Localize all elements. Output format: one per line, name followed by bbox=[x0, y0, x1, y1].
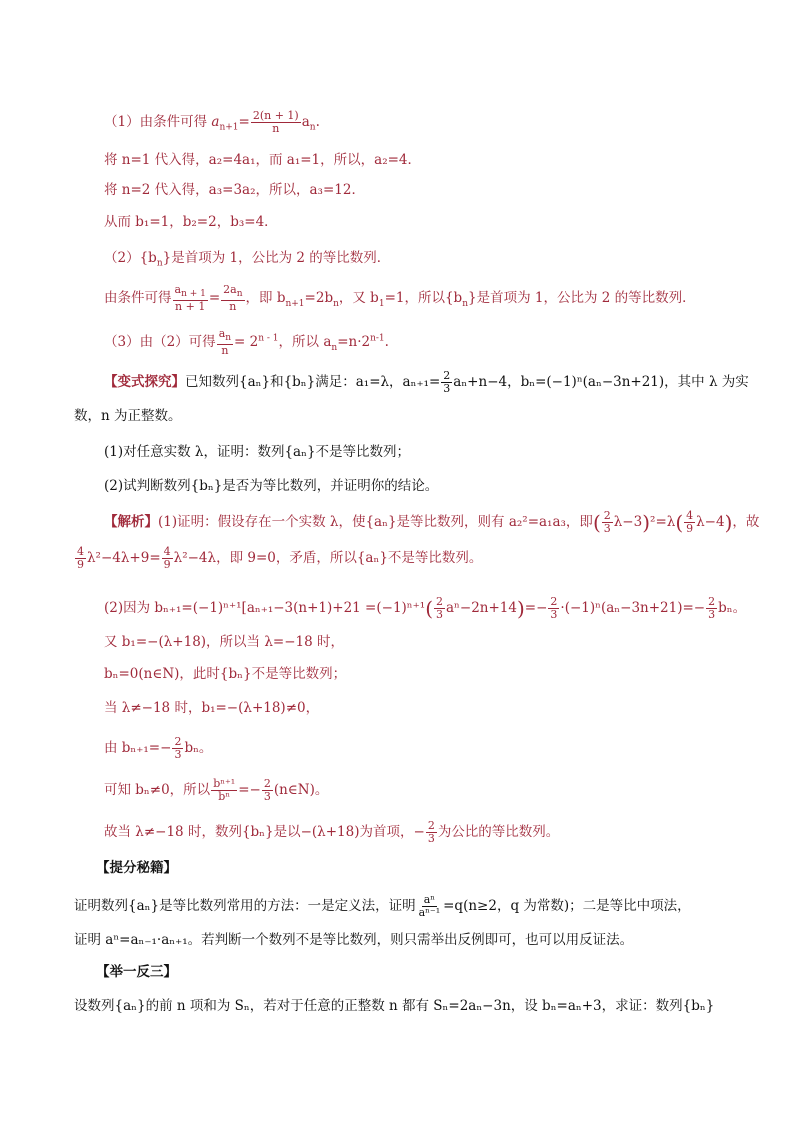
sol-l3-frac3 bbox=[706, 596, 717, 621]
sol-l2-frac1-den: 9 bbox=[77, 558, 84, 571]
sol-l3-frac2 bbox=[548, 596, 559, 621]
s2-l2-c: =2b bbox=[304, 290, 334, 307]
tips-frac-den: aⁿ⁻¹ bbox=[418, 906, 441, 919]
s1-frac-num: 2(n + 1) bbox=[252, 109, 299, 122]
sol-l8-frac2 bbox=[262, 778, 273, 803]
solution-l7-a: 由 bₙ₊₁=− bbox=[104, 740, 172, 756]
solution-l9-b: 为公比的等比数列。 bbox=[437, 824, 560, 840]
paren-close-2: ) bbox=[724, 510, 733, 535]
sol-l3-frac1 bbox=[434, 596, 445, 621]
s3-line bbox=[104, 328, 389, 358]
sol-l1-frac1-num: 2 bbox=[603, 509, 611, 522]
s2-frac1-den: n + 1 bbox=[175, 300, 206, 314]
s2-frac1-num-sub: n + 1 bbox=[181, 289, 206, 300]
variant-l1-b: aₙ+n−4，bₙ=(−1)ⁿ(aₙ−3n+21)，其中 λ 为实 bbox=[453, 374, 749, 390]
sol-l8-frac2-den: 3 bbox=[263, 790, 271, 803]
s1-label: （1）由条件可得 bbox=[104, 114, 208, 130]
solution-l3-b: aⁿ−2n+14 bbox=[446, 600, 517, 616]
s3-fraction bbox=[217, 328, 233, 357]
variant-frac-den: 3 bbox=[443, 382, 451, 395]
solution-l1-a: (1)证明：假设存在一个实数 λ，使{aₙ}是等比数列，则有 a₂²=a₁a₃，即 bbox=[158, 514, 593, 530]
variant-line-1 bbox=[104, 370, 749, 395]
sol-l8-frac1 bbox=[211, 778, 237, 803]
tips-line-1 bbox=[74, 894, 691, 919]
variant-line-2: 数，n 为正整数。 bbox=[74, 408, 182, 424]
solution-line-4: 又 b₁=−(λ+18)，所以当 λ=−18 时， bbox=[104, 634, 344, 650]
solution-l7-b: bₙ。 bbox=[184, 740, 213, 756]
variant-fraction bbox=[441, 370, 452, 395]
sol-l3-frac2-den: 3 bbox=[550, 608, 558, 621]
sol-l3-frac1-den: 3 bbox=[436, 608, 443, 621]
s2-l2-e: =1，所以{b bbox=[384, 290, 463, 307]
sol-l8-frac1-den: bⁿ bbox=[218, 790, 231, 803]
paren-open-2: ( bbox=[675, 510, 684, 535]
s2-l1-a: （2）{b bbox=[104, 250, 157, 266]
s3-c-sub: n bbox=[331, 342, 338, 353]
solution-l3-c: =− bbox=[524, 600, 548, 616]
solution-line-9 bbox=[104, 820, 559, 845]
s2-l2-e-sub: n bbox=[462, 298, 468, 309]
s3-c: ，所以 a bbox=[278, 334, 332, 351]
sol-l9-frac-den: 3 bbox=[427, 832, 435, 845]
paren-open: ( bbox=[592, 510, 601, 535]
sol-l1-frac2 bbox=[684, 510, 695, 535]
paren-close-3: ) bbox=[516, 596, 525, 621]
sol-l9-frac bbox=[426, 820, 437, 845]
solution-line-5: bₙ=0(n∈N)，此时{bₙ}不是等比数列； bbox=[104, 666, 347, 682]
solution-l8-b: =− bbox=[238, 782, 261, 798]
variant-q1: (1)对任意实数 λ，证明：数列{aₙ}不是等比数列； bbox=[104, 444, 411, 460]
practice-heading: 【举一反三】 bbox=[96, 964, 177, 980]
s3-b: = 2 bbox=[234, 334, 259, 351]
solution-l3-e: bₙ。 bbox=[718, 600, 747, 616]
s1-line-4: 从而 b₁=1，b₂=2，b₃=4． bbox=[104, 214, 278, 230]
sol-l1-frac1-den: 3 bbox=[603, 522, 611, 535]
s2-l2-d: ，又 b bbox=[338, 290, 379, 307]
sol-l8-frac2-num: 2 bbox=[263, 777, 271, 790]
solution-line-7 bbox=[104, 736, 212, 761]
tips-l1-a: 证明数列{aₙ}是等比数列常用的方法：一是定义法，证明 bbox=[74, 898, 416, 914]
s3-a: （3）由（2）可得 bbox=[104, 334, 216, 351]
s2-l1-b: }是首项为 1，公比为 2 的等比数列． bbox=[162, 250, 391, 266]
sol-l1-frac2-den: 9 bbox=[686, 522, 694, 535]
paren-open-3: ( bbox=[425, 596, 433, 621]
tips-fraction bbox=[417, 894, 443, 919]
sol-l2-frac2-den: 9 bbox=[163, 558, 171, 571]
variant-l1: 已知数列{aₙ}和{bₙ}满足：a₁=λ，aₙ₊₁= bbox=[185, 374, 441, 390]
s3-frac-num-base: a bbox=[218, 327, 226, 340]
s1-end: . bbox=[315, 114, 320, 130]
solution-line-2 bbox=[74, 546, 482, 571]
s1-rhs-sub: n bbox=[309, 122, 316, 133]
solution-l1-d: λ−4 bbox=[696, 514, 725, 530]
s3-e: . bbox=[384, 334, 389, 351]
s2-frac2-num bbox=[221, 284, 244, 301]
sol-l3-frac3-den: 3 bbox=[708, 608, 716, 621]
solution-line-3 bbox=[104, 596, 746, 621]
solution-l1-c: ²=λ bbox=[650, 514, 676, 530]
s3-d-sup: n-1 bbox=[370, 333, 385, 344]
sol-l3-frac3-num: 2 bbox=[708, 595, 716, 608]
sol-l7-frac-num: 2 bbox=[174, 735, 182, 748]
tips-line-2: 证明 aⁿ=aₙ₋₁·aₙ₊₁。若判断一个数列不是等比数列，则只需举出反例即可，也可以用反证法。 bbox=[74, 932, 634, 948]
sol-l7-frac bbox=[172, 736, 183, 761]
s2-l2-a: 由条件可得 bbox=[104, 290, 172, 307]
sol-l7-frac-den: 3 bbox=[174, 748, 182, 761]
tips-l1-b: =q(n≥2，q 为常数)；二是等比中项法， bbox=[443, 898, 691, 914]
sol-l2-frac1-num: 4 bbox=[77, 545, 84, 558]
s2-frac1-num-base: a bbox=[174, 283, 182, 296]
s1-line-3: 将 n=2 代入得，a₃=3a₂，所以，a₃=12． bbox=[104, 182, 365, 198]
s3-frac-den: n bbox=[221, 344, 229, 358]
solution-tag: 【解析】 bbox=[104, 514, 158, 530]
s1-fraction bbox=[251, 110, 301, 135]
solution-l8-c: (n∈N)。 bbox=[273, 782, 329, 798]
s2-l1-sub: n bbox=[156, 258, 163, 269]
s1-lhs: a bbox=[211, 114, 220, 130]
s2-fraction-1 bbox=[173, 284, 208, 313]
s2-l2-c-sub: n bbox=[333, 298, 339, 309]
s3-b-sup: n - 1 bbox=[258, 333, 279, 344]
s2-frac1-num bbox=[173, 284, 208, 301]
variant-frac-num: 2 bbox=[443, 369, 451, 382]
sol-l3-frac1-num: 2 bbox=[436, 595, 443, 608]
variant-tag: 【变式探究】 bbox=[104, 374, 185, 390]
s2-l2-d-sub: 1 bbox=[378, 298, 385, 309]
s3-frac-num-sub: n bbox=[225, 333, 232, 344]
solution-l9-a: 故当 λ≠−18 时，数列{bₙ}是以−(λ+18)为首项，− bbox=[104, 824, 425, 840]
solution-l8-a: 可知 bₙ≠0，所以 bbox=[104, 782, 211, 798]
s1-rhs: a bbox=[301, 114, 310, 130]
s2-frac2-num-base: 2a bbox=[223, 283, 237, 296]
solution-l3-a: (2)因为 bₙ₊₁=(−1)ⁿ⁺¹[aₙ₊₁−3(n+1)+21 =(−1)ⁿ⁺¹ bbox=[104, 600, 426, 616]
s2-frac2-num-sub: n bbox=[236, 289, 243, 300]
s1-eq: = bbox=[238, 114, 250, 130]
solution-l3-d: ·(−1)ⁿ(aₙ−3n+21)=− bbox=[560, 600, 706, 616]
s2-eq: = bbox=[208, 290, 221, 307]
sol-l2-frac2-num: 4 bbox=[163, 545, 171, 558]
solution-l2-b: λ²−4λ，即 9=0，矛盾，所以{aₙ}不是等比数列。 bbox=[173, 550, 483, 566]
s2-l2-b-sub: n+1 bbox=[285, 298, 305, 309]
paren-close: ) bbox=[642, 510, 651, 535]
s2-line-1 bbox=[104, 248, 390, 274]
sol-l8-frac1-num: bⁿ⁺¹ bbox=[213, 777, 236, 790]
practice-line-1: 设数列{aₙ}的前 n 项和为 Sₙ，若对于任意的正整数 n 都有 Sₙ=2aₙ−3n，设 bₙ=aₙ+3，求证：数列{bₙ} bbox=[74, 998, 715, 1014]
s2-line-2 bbox=[104, 284, 696, 314]
solution-l1-b: λ−3 bbox=[613, 514, 643, 530]
s2-frac2-den: n bbox=[229, 300, 237, 314]
solution-l2-a: λ²−4λ+9= bbox=[87, 550, 161, 566]
s3-frac-num bbox=[217, 328, 233, 345]
solution-l1-e: ，故 bbox=[732, 514, 760, 530]
sol-l2-frac2 bbox=[162, 546, 173, 571]
solution-line-8 bbox=[104, 778, 328, 803]
s2-l2-f: }是首项为 1，公比为 2 的等比数列． bbox=[468, 290, 696, 307]
sol-l3-frac2-num: 2 bbox=[550, 595, 558, 608]
s1-frac-den: n bbox=[272, 122, 280, 135]
solution-line-1 bbox=[104, 510, 759, 535]
sol-l2-frac1 bbox=[75, 546, 86, 571]
s1-line-2: 将 n=1 代入得，a₂=4a₁，而 a₁=1，所以，a₂=4． bbox=[104, 152, 422, 168]
tips-heading: 【提分秘籍】 bbox=[96, 860, 177, 876]
s2-fraction-2 bbox=[221, 284, 244, 313]
s2-l2-b: ，即 b bbox=[245, 290, 286, 307]
sol-l9-frac-num: 2 bbox=[427, 819, 435, 832]
s1-lhs-sub: n+1 bbox=[219, 122, 239, 133]
tips-frac-num: aⁿ bbox=[423, 893, 436, 906]
solution-line-6: 当 λ≠−18 时，b₁=−(λ+18)≠0， bbox=[104, 700, 320, 716]
s1-line-1 bbox=[104, 110, 320, 138]
sol-l1-frac1 bbox=[602, 510, 613, 535]
s3-d: =n·2 bbox=[337, 334, 371, 351]
variant-q2: (2)试判断数列{bₙ}是否为等比数列，并证明你的结论。 bbox=[104, 478, 439, 494]
sol-l1-frac2-num: 4 bbox=[686, 509, 694, 522]
